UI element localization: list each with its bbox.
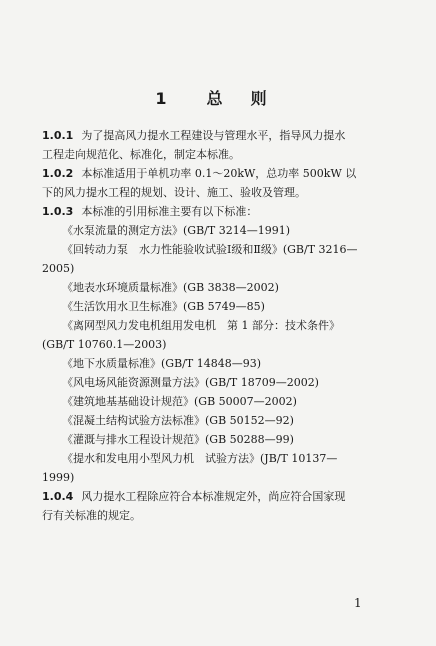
text-line-ref-6 <box>62 357 261 371</box>
text-line-ref-5a <box>62 319 340 333</box>
line-text: 《混凝土结构试验方法标准》(GB 50152—92) <box>62 414 294 427</box>
line-text: 《水泵流量的测定方法》(GB/T 3214—1991) <box>62 224 290 237</box>
line-text: 行有关标准的规定。 <box>42 509 141 522</box>
line-text: 《回转动力泵 水力性能验收试验Ⅰ级和Ⅱ级》(GB/T 3216— <box>62 243 358 256</box>
text-line-ref-11b <box>42 471 74 485</box>
chapter-title-char-1: 总 <box>206 89 223 108</box>
text-line-ref-7 <box>62 376 319 390</box>
line-text: 《建筑地基基础设计规范》(GB 50007—2002) <box>62 395 297 408</box>
chapter-number: 1 <box>155 89 167 108</box>
text-line-ref-2b <box>42 262 74 276</box>
line-text: 2005) <box>42 262 75 275</box>
chapter-title <box>0 86 436 109</box>
line-text: (GB/T 10760.1—2003) <box>42 338 167 351</box>
text-line-c104-b <box>42 509 141 523</box>
text-line-c101-a <box>42 129 345 143</box>
clause-number: 1.0.3 <box>42 205 74 218</box>
chapter-title-char-2: 则 <box>250 89 267 108</box>
line-text: 下的风力提水工程的规划、设计、施工、验收及管理。 <box>42 186 306 199</box>
line-text: 1999) <box>42 471 75 484</box>
line-text: 风力提水工程除应符合本标准规定外，尚应符合国家现 <box>81 490 346 503</box>
line-text: 《灌溉与排水工程设计规范》(GB 50288—99) <box>62 433 294 446</box>
text-line-ref-9 <box>62 414 294 428</box>
text-line-ref-1 <box>62 224 290 238</box>
clause-number: 1.0.2 <box>42 167 74 180</box>
line-text: 《生活饮用水卫生标准》(GB 5749—85) <box>62 300 265 313</box>
line-text: 《风电场风能资源测量方法》(GB/T 18709—2002) <box>62 376 319 389</box>
clause-number: 1.0.1 <box>42 129 74 142</box>
line-text: 本标准的引用标准主要有以下标准： <box>81 205 258 218</box>
text-line-ref-4 <box>62 300 265 314</box>
text-line-c103-a <box>42 205 257 219</box>
text-line-ref-10 <box>62 433 294 447</box>
text-line-c102-a <box>42 167 356 181</box>
text-line-c104-a <box>42 490 345 504</box>
text-line-c101-b <box>42 148 240 162</box>
line-text: 工程走向规范化、标准化，制定本标准。 <box>42 148 240 161</box>
line-text: 《提水和发电用小型风力机 试验方法》(JB/T 10137— <box>62 452 338 465</box>
text-line-c102-b <box>42 186 306 200</box>
line-text: 《地下水质量标准》(GB/T 14848—93) <box>62 357 261 370</box>
text-line-ref-3 <box>62 281 279 295</box>
text-line-ref-2a <box>62 243 358 257</box>
text-line-ref-5b <box>42 338 166 352</box>
page-number: 1 <box>354 596 362 610</box>
line-text: 为了提高风力提水工程建设与管理水平，指导风力提水 <box>81 129 346 142</box>
clause-number: 1.0.4 <box>42 490 74 503</box>
line-text: 《离网型风力发电机组用发电机 第 1 部分：技术条件》 <box>62 319 340 332</box>
line-text: 《地表水环境质量标准》(GB 3838—2002) <box>62 281 279 294</box>
line-text: 本标准适用于单机功率 0.1～20kW，总功率 500kW 以 <box>81 167 357 180</box>
text-line-ref-11a <box>62 452 337 466</box>
text-line-ref-8 <box>62 395 297 409</box>
